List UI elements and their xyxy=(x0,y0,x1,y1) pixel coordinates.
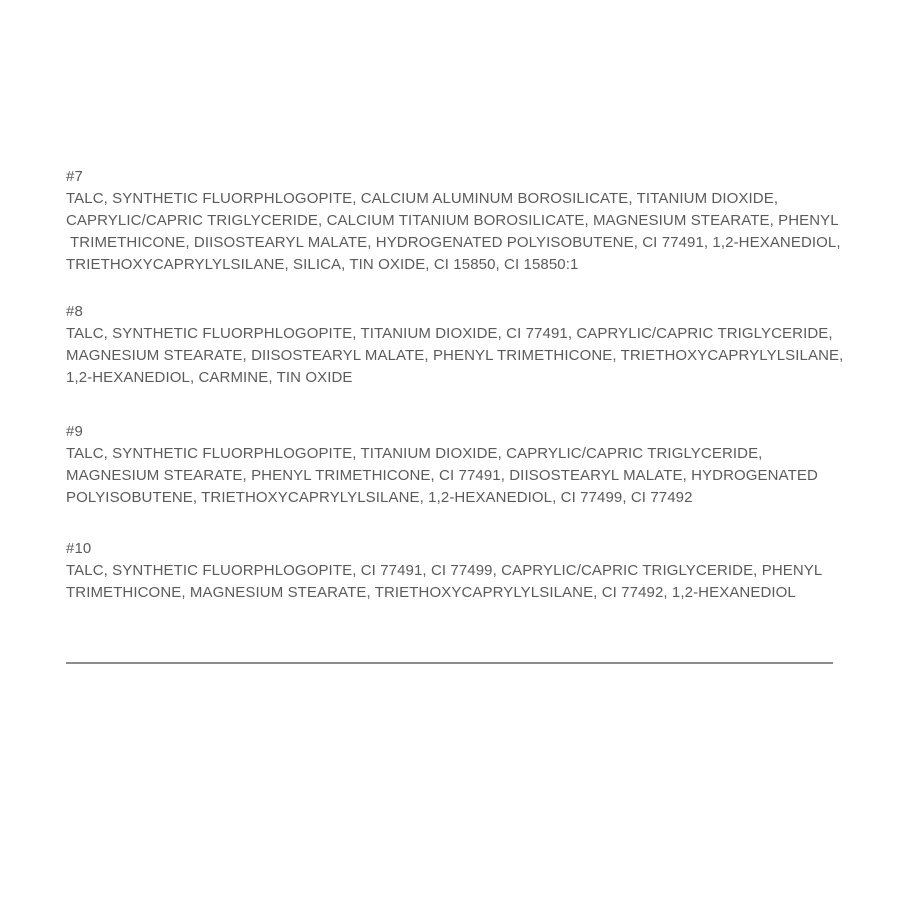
ingredient-line: 1,2-HEXANEDIOL, CARMINE, TIN OXIDE xyxy=(66,369,353,386)
shade-label: #10 xyxy=(66,540,92,557)
ingredient-section-8 xyxy=(66,301,843,389)
ingredient-section-10 xyxy=(66,538,822,604)
ingredient-line: CAPRYLIC/CAPRIC TRIGLYCERIDE, CALCIUM TITANIUM BOROSILICATE, MAGNESIUM STEARATE, PHENYL xyxy=(66,212,839,229)
ingredient-line: TALC, SYNTHETIC FLUORPHLOGOPITE, CALCIUM ALUMINUM BOROSILICATE, TITANIUM DIOXIDE, xyxy=(66,190,779,207)
ingredient-line: TALC, SYNTHETIC FLUORPHLOGOPITE, TITANIUM DIOXIDE, CI 77491, CAPRYLIC/CAPRIC TRIGLYCERIDE, xyxy=(66,325,833,342)
ingredient-line: MAGNESIUM STEARATE, DIISOSTEARYL MALATE, PHENYL TRIMETHICONE, TRIETHOXYCAPRYLYLSILANE, xyxy=(66,347,844,364)
ingredient-line: TRIMETHICONE, DIISOSTEARYL MALATE, HYDROGENATED POLYISOBUTENE, CI 77491, 1,2-HEXANEDIOL, xyxy=(66,234,841,251)
ingredient-section-9 xyxy=(66,421,818,509)
ingredient-section-7 xyxy=(66,166,841,276)
ingredient-line: POLYISOBUTENE, TRIETHOXYCAPRYLYLSILANE, 1,2-HEXANEDIOL, CI 77499, CI 77492 xyxy=(66,489,693,506)
divider-line xyxy=(66,662,833,664)
ingredient-line: TALC, SYNTHETIC FLUORPHLOGOPITE, TITANIUM DIOXIDE, CAPRYLIC/CAPRIC TRIGLYCERIDE, xyxy=(66,445,763,462)
ingredient-line: TRIMETHICONE, MAGNESIUM STEARATE, TRIETHOXYCAPRYLYLSILANE, CI 77492, 1,2-HEXANEDIOL xyxy=(66,584,796,601)
ingredient-line: TRIETHOXYCAPRYLYLSILANE, SILICA, TIN OXIDE, CI 15850, CI 15850:1 xyxy=(66,256,579,273)
shade-label: #9 xyxy=(66,423,83,440)
shade-label: #7 xyxy=(66,168,83,185)
shade-label: #8 xyxy=(66,303,83,320)
ingredient-line: MAGNESIUM STEARATE, PHENYL TRIMETHICONE, CI 77491, DIISOSTEARYL MALATE, HYDROGENATED xyxy=(66,467,818,484)
ingredient-line: TALC, SYNTHETIC FLUORPHLOGOPITE, CI 77491, CI 77499, CAPRYLIC/CAPRIC TRIGLYCERIDE, PHENYL xyxy=(66,562,823,579)
